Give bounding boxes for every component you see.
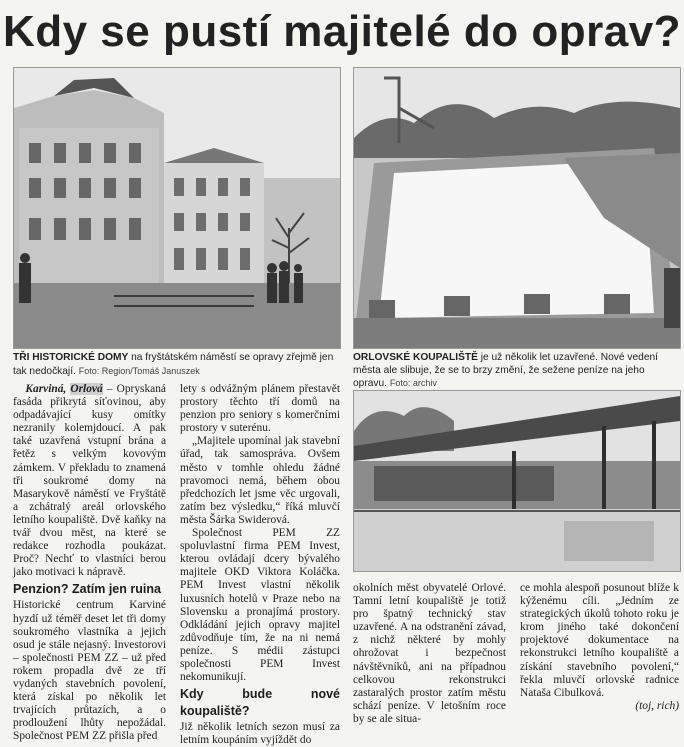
caption-square-text: na fryštátském náměstí se opravy zřejmě jen tak nedočkají. [13, 352, 334, 377]
article-column-2 [180, 383, 340, 747]
subheading-penzion: Penzion? Zatím jen ruina [13, 582, 161, 597]
dateline-karvina: Karviná, [25, 383, 67, 395]
pool-building-image [354, 391, 680, 571]
paragraph-summer-seasons: Již několik letních sezon musí za letním koupáním vyjíždět do [180, 721, 340, 747]
caption-pool-credit: Foto: archiv [389, 378, 437, 388]
paragraph-historic-center: Historické centrum Karviné hyzdí už téměř deset let tři domy soukromého vlastníka a jejich osud je stále nejasný. Investorovi – společnosti PEM ZZ – už před rokem propadla dvě ze tří vydaných stavebních povolení, která získal po několik let trvajících průtazích, a o prodloužení lhůty nepožádal. Společnost PEM ZZ přišla před [13, 599, 166, 743]
article-column-4 [520, 582, 679, 713]
caption-pool-text: je už několik let uzavřené. Nové vedení města ale slibuje, že se to brzy změní, že sežene peníze na jeho opravu. [353, 352, 658, 389]
subheading-koupaliste: Kdy bude nové koupaliště? [180, 687, 340, 719]
headline: Kdy se pustí majitelé do oprav? [2, 7, 682, 56]
paragraph-orlova-residents: okolních měst obyvatelé Orlové. Tamní letní koupaliště je totiž pro špatný technický stav uzavřené. A na odstranění závad, z nichž některé by mohly ohrožovat i bezpečnost návštěvníků, ani na případnou celkovou rekonstrukci zastaralých prostor zatím městu schází peníze. V letošním roce by se ale situa- [353, 582, 506, 725]
paragraph-quote-swiderova: „Majitele upomínal jak stavební úřad, tak samospráva. Ovšem město v tomhle ohledu žádné pravomoci nemá, během obou předchozích let jsme věc urgovali, zatím bez výsledku,“ říká mluvčí města Šárka Swiderová. [180, 435, 340, 526]
paragraph-pem-invest: Společnost PEM ZZ spoluvlastní firma PEM Invest, kterou ovládají dcery bývalého majitele OKD Viktora Koláčka. PEM Invest vlastní několik luxusních hotelů v Praze nebo na Slovensku a pronajímá prostory. Odkládání jejich opravy majitel zdůvodňuje tím, že na ni nemá peníze. S médii zástupci společnosti PEM Invest nekomunikují. [180, 527, 340, 684]
article-column-1 [13, 383, 166, 743]
article-column-3 [353, 582, 506, 726]
dateline-orlova: Orlová [70, 383, 103, 395]
author-signature: (toj, rich) [635, 699, 679, 712]
intro-text: – Opryskaná fasáda přikrytá síťovinou, aby odpadávající kusy omítky nezranily kolemjdoucí. A pak také uzavřená vstupní brána a řetěz s velkým kovovým zámkem. V překladu to znamená tři soukromé domy na Masarykově náměstí ve Fryštátě a zchátralý areál orlovského letního koupaliště. Dvě kaňky na tvář dvou měst, na které se redakce rozhodla poukázat. Proč? Nechť to vlastníci berou jako motivaci k nápravě. [13, 383, 166, 579]
paragraph-intro [13, 383, 166, 579]
paragraph-plan: lety s odvážným plánem přestavět prostory těchto tří domů na penzion pro seniory s komerčními prostory v suterénu. [180, 383, 340, 435]
photo-swimming-pool [353, 67, 681, 349]
caption-square-credit: Foto: Region/Tomáš Januszek [78, 365, 200, 376]
caption-square-bold: TŘI HISTORICKÉ DOMY [13, 352, 129, 363]
swimming-pool-image [354, 68, 680, 348]
town-square-image [14, 68, 340, 348]
caption-pool-bold: ORLOVSKÉ KOUPALIŠTĚ [353, 352, 478, 363]
paragraph-cibulkova: ce mohla alespoň posunout blíže k kýženému cíli. „Jedním ze strategických úkolů tohoto roku je krom jiného také dokončení projektové dokumentace na rekonstrukci letního koupaliště a získání stavebního povolení,“ řekla mluvčí orlovské radnice Nataša Cibulková. [520, 582, 679, 699]
photo-pool-building [353, 390, 681, 572]
photo-town-square [13, 67, 341, 349]
caption-swimming-pool [353, 352, 681, 391]
caption-town-square [13, 352, 343, 378]
